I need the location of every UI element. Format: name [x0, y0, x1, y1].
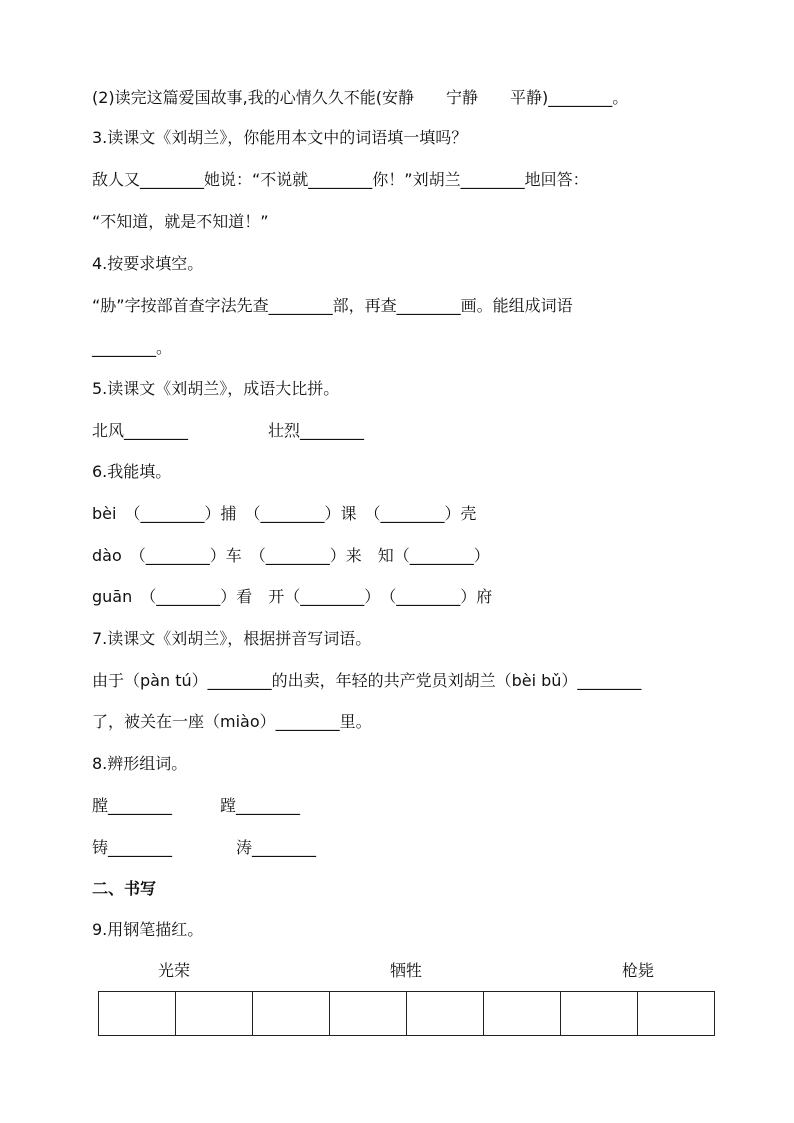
tracing-word-1: 光荣 [158, 961, 191, 980]
q7-title: 7.读课文《刘胡兰》，根据拼音写词语。 [92, 629, 372, 648]
q6-title: 6.我能填。 [92, 462, 172, 481]
q7-line1: 由于（pàn tú）________的出卖，年轻的共产党员刘胡兰（bèi bǔ）________ [92, 671, 642, 690]
tracing-cell[interactable] [407, 992, 484, 1035]
q4-line1: “胁”字按部首查字法先查________部，再查________画。能组成词语 [92, 296, 573, 315]
q7-line2: 了，被关在一座（miào）________里。 [92, 712, 372, 731]
q3-line1: 敌人又________她说：“不说就________你！”刘胡兰________地回答： [92, 170, 589, 189]
q8-title: 8.辨形组词。 [92, 754, 188, 773]
q5-title: 5.读课文《刘胡兰》，成语大比拼。 [92, 379, 340, 398]
tracing-word-3: 枪毙 [622, 961, 655, 980]
q8-line2: 铸________ 涛________ [92, 838, 317, 857]
q3-line2: “不知道，就是不知道！” [92, 212, 269, 231]
q8-line1: 膛________ 蹚________ [92, 796, 301, 815]
tracing-cell[interactable] [176, 992, 253, 1035]
tracing-cell[interactable] [99, 992, 176, 1035]
q6-line-dao: dào （________）车 （________）来 知（________） [92, 546, 490, 565]
tracing-cell[interactable] [561, 992, 638, 1035]
q4-title: 4.按要求填空。 [92, 254, 204, 273]
q3-title: 3.读课文《刘胡兰》，你能用本文中的词语填一填吗？ [92, 128, 468, 147]
tracing-word-2: 牺牲 [390, 961, 423, 980]
tracing-cell[interactable] [638, 992, 714, 1035]
tracing-grid [98, 991, 715, 1036]
section-heading-writing: 二、书写 [92, 879, 157, 898]
q5-line1: 北风________ 壮烈________ [92, 421, 365, 440]
q4-line2: ________。 [92, 338, 173, 357]
tracing-cell[interactable] [253, 992, 330, 1035]
q2-sub2-text: (2)读完这篇爱国故事,我的心情久久不能(安静 宁静 平静)________。 [92, 88, 629, 107]
q6-line-bei: bèi （________）捕 （________）课 （________）壳 [92, 504, 477, 523]
tracing-cell[interactable] [484, 992, 561, 1035]
q6-line-guan: guān （________）看 开（________） （________）府 [92, 587, 493, 606]
q9-title: 9.用钢笔描红。 [92, 920, 204, 939]
tracing-cell[interactable] [330, 992, 407, 1035]
